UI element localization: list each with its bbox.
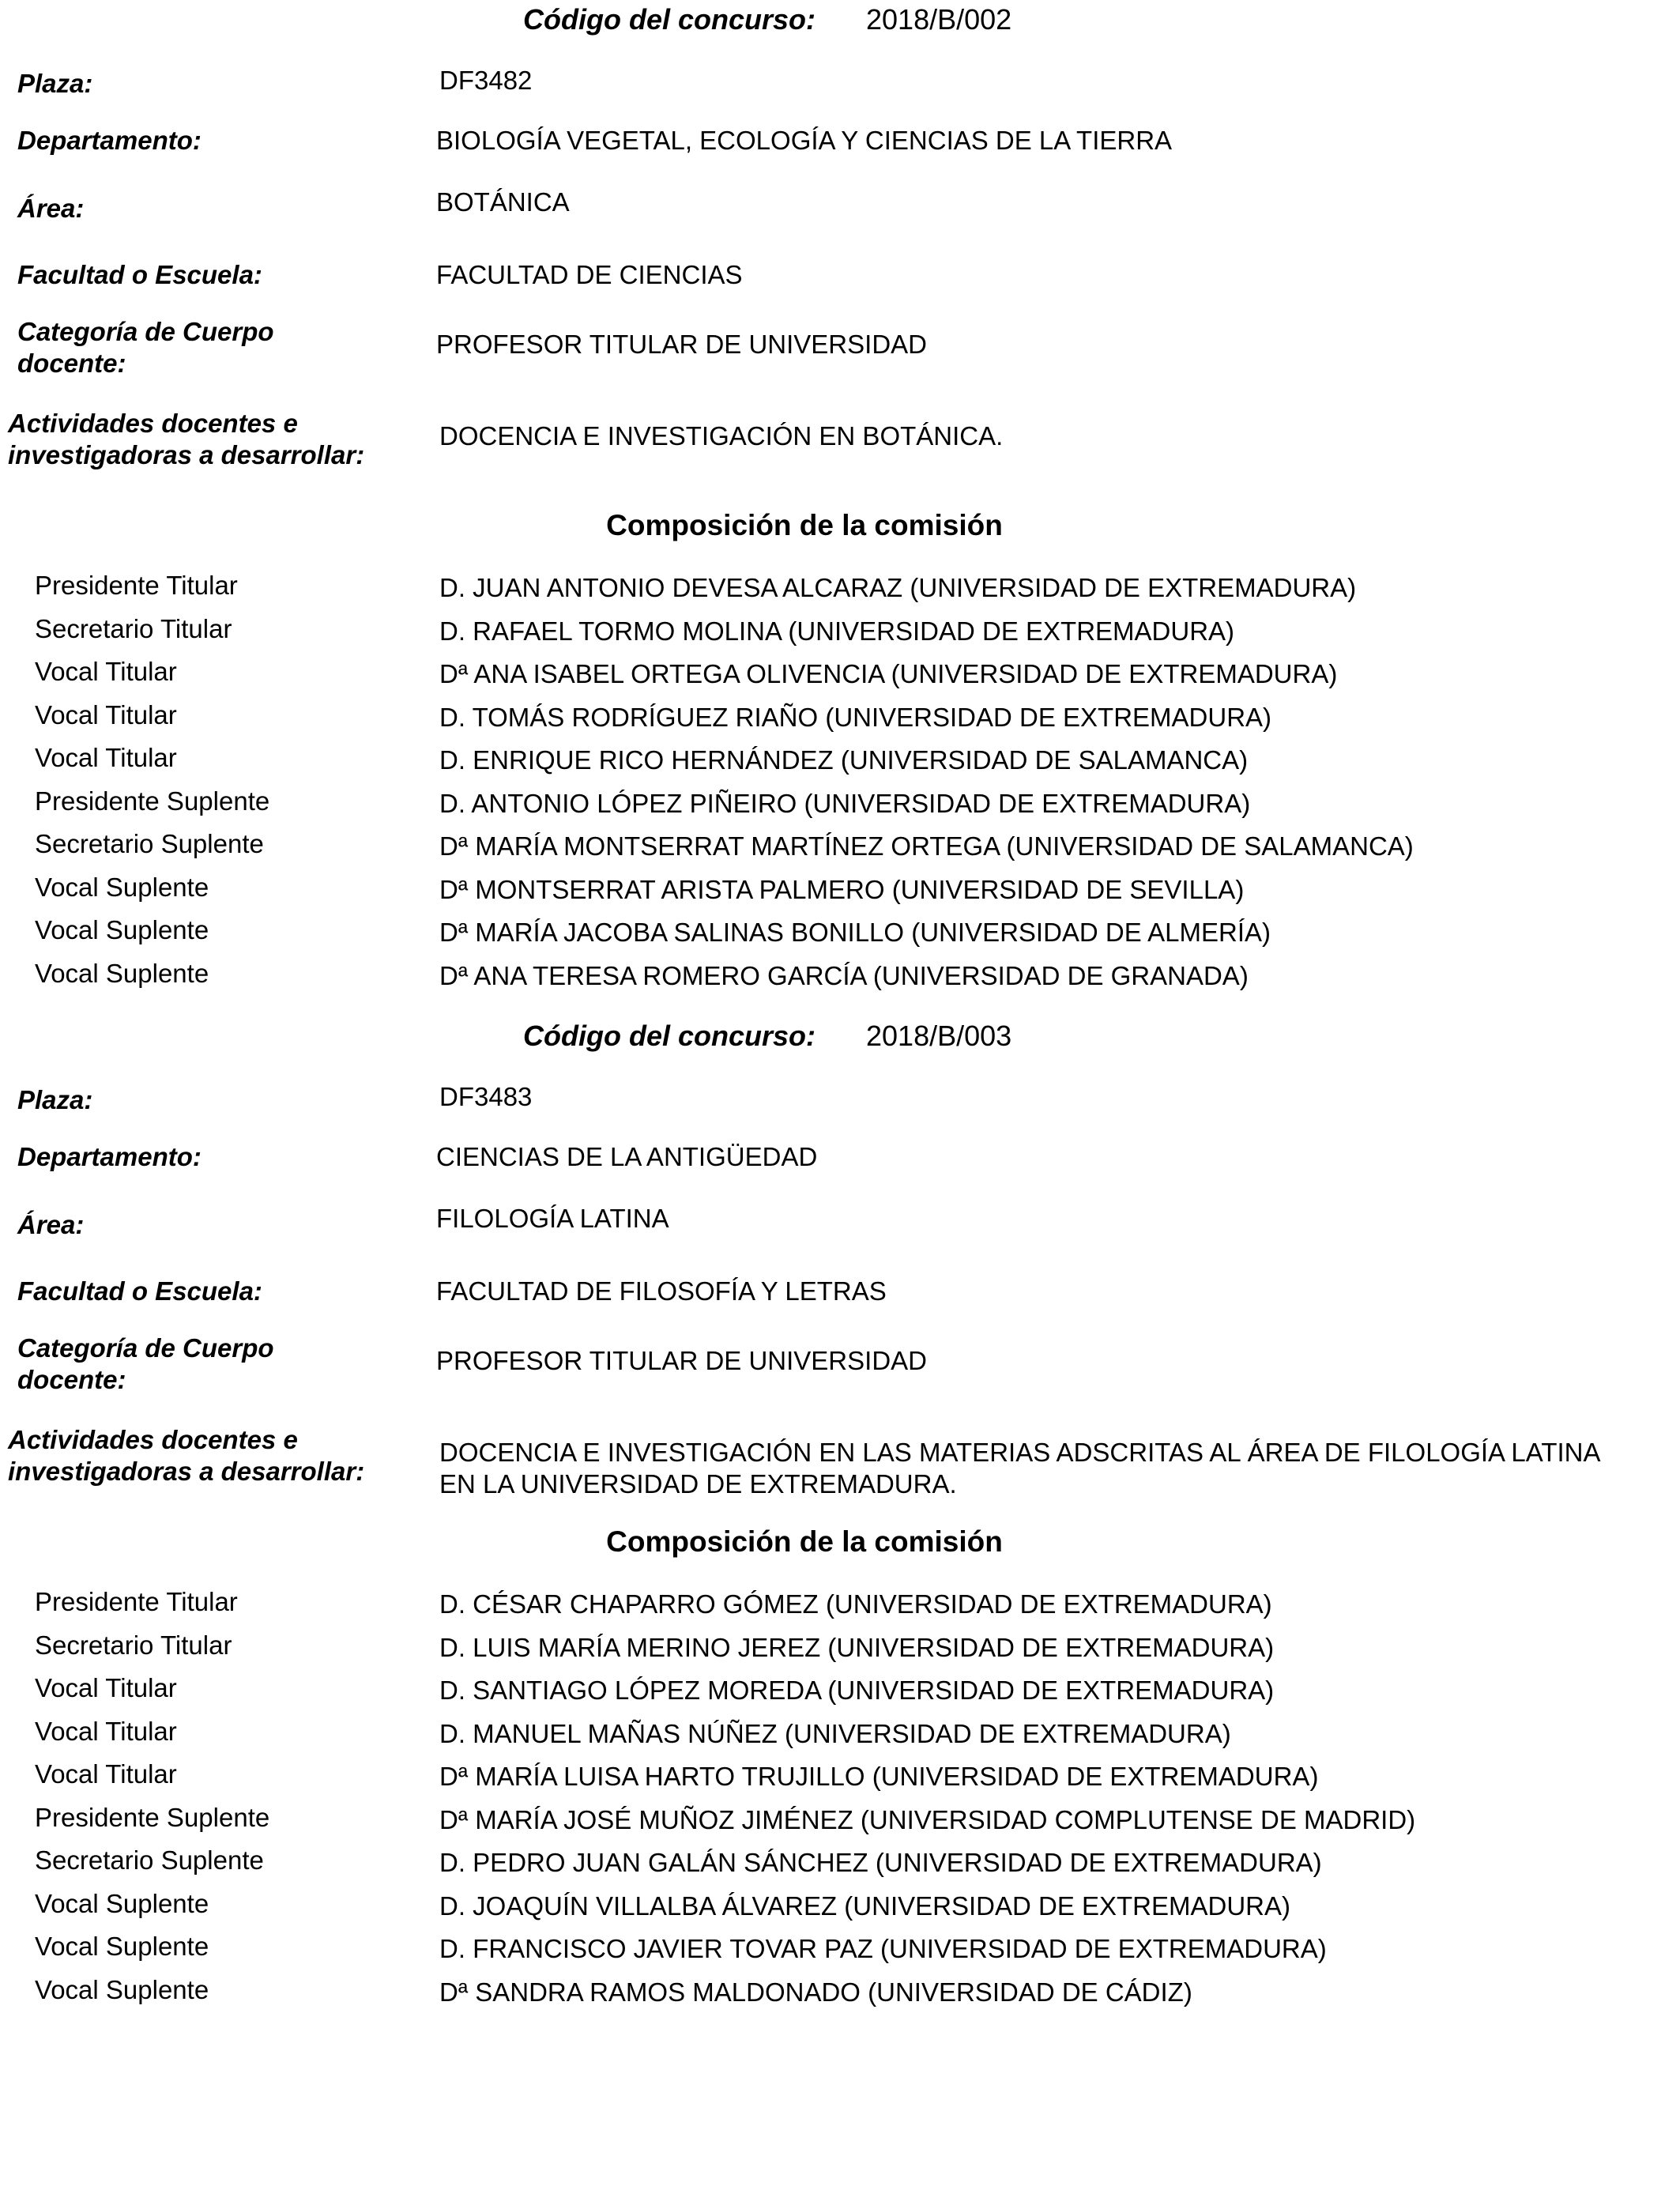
comision-title: Composición de la comisión xyxy=(606,509,1003,541)
field-label: Plaza: xyxy=(17,1085,93,1114)
field-label: Departamento: xyxy=(17,126,202,155)
field-value: DOCENCIA E INVESTIGACIÓN EN BOTÁNICA. xyxy=(439,421,1004,450)
comision-role: Secretario Suplente xyxy=(35,1845,264,1875)
field-label: Facultad o Escuela: xyxy=(17,1276,262,1306)
field-value: EN LA UNIVERSIDAD DE EXTREMADURA. xyxy=(439,1469,957,1498)
field-value: BIOLOGÍA VEGETAL, ECOLOGÍA Y CIENCIAS DE LA TIERRA xyxy=(436,126,1173,155)
comision-member: Dª ANA TERESA ROMERO GARCÍA (UNIVERSIDAD DE GRANADA) xyxy=(439,960,1249,990)
comision-role: Vocal Suplente xyxy=(35,958,209,988)
comision-member: Dª MARÍA JACOBA SALINAS BONILLO (UNIVERSIDAD DE ALMERÍA) xyxy=(439,918,1271,947)
comision-role: Vocal Suplente xyxy=(35,1974,209,2004)
comision-role: Secretario Titular xyxy=(35,613,232,643)
field-value: DOCENCIA E INVESTIGACIÓN EN LAS MATERIAS ADSCRITAS AL ÁREA DE FILOLOGÍA LATINA xyxy=(439,1438,1601,1467)
field-label: Plaza: xyxy=(17,69,93,98)
comision-member: D. TOMÁS RODRÍGUEZ RIAÑO (UNIVERSIDAD DE EXTREMADURA) xyxy=(439,702,1272,732)
comision-role: Secretario Suplente xyxy=(35,829,264,858)
comision-role: Vocal Suplente xyxy=(35,915,209,944)
field-label: investigadoras a desarrollar: xyxy=(8,440,365,469)
concurso-code-label: Código del concurso: xyxy=(523,1020,816,1052)
comision-role: Vocal Titular xyxy=(35,1759,177,1789)
field-value: DF3482 xyxy=(439,66,533,95)
comision-role: Presidente Titular xyxy=(35,571,238,600)
comision-role: Vocal Suplente xyxy=(35,872,209,902)
concurso-code-value: 2018/B/003 xyxy=(866,1020,1012,1052)
field-label: docente: xyxy=(17,1365,126,1394)
field-label: Categoría de Cuerpo xyxy=(17,1333,274,1363)
comision-member: D. MANUEL MAÑAS NÚÑEZ (UNIVERSIDAD DE EXTREMADURA) xyxy=(439,1718,1231,1748)
comision-role: Vocal Suplente xyxy=(35,1932,209,1961)
comision-role: Secretario Titular xyxy=(35,1630,232,1660)
field-value: DF3483 xyxy=(439,1082,533,1111)
concurso-code-value: 2018/B/002 xyxy=(866,3,1012,36)
comision-role: Presidente Suplente xyxy=(35,786,270,816)
comision-role: Vocal Suplente xyxy=(35,1888,209,1918)
field-value: CIENCIAS DE LA ANTIGÜEDAD xyxy=(436,1142,818,1171)
field-label: Departamento: xyxy=(17,1142,202,1171)
comision-title: Composición de la comisión xyxy=(606,1525,1003,1558)
comision-member: Dª MONTSERRAT ARISTA PALMERO (UNIVERSIDAD DE SEVILLA) xyxy=(439,874,1245,904)
comision-member: D. ENRIQUE RICO HERNÁNDEZ (UNIVERSIDAD DE SALAMANCA) xyxy=(439,745,1249,775)
comision-role: Presidente Suplente xyxy=(35,1802,270,1832)
comision-member: D. CÉSAR CHAPARRO GÓMEZ (UNIVERSIDAD DE EXTREMADURA) xyxy=(439,1589,1272,1619)
field-value: BOTÁNICA xyxy=(436,187,570,217)
comision-member: D. JOAQUÍN VILLALBA ÁLVAREZ (UNIVERSIDAD DE EXTREMADURA) xyxy=(439,1891,1291,1921)
concurso-code-label: Código del concurso: xyxy=(523,3,816,36)
comision-role: Vocal Titular xyxy=(35,743,177,772)
comision-member: Dª SANDRA RAMOS MALDONADO (UNIVERSIDAD DE CÁDIZ) xyxy=(439,1977,1192,2007)
comision-role: Vocal Titular xyxy=(35,699,177,729)
field-label: Facultad o Escuela: xyxy=(17,260,262,289)
field-value: PROFESOR TITULAR DE UNIVERSIDAD xyxy=(436,330,927,359)
field-value: FACULTAD DE FILOSOFÍA Y LETRAS xyxy=(436,1276,887,1306)
field-label: docente: xyxy=(17,349,126,378)
comision-member: Dª MARÍA LUISA HARTO TRUJILLO (UNIVERSIDAD DE EXTREMADURA) xyxy=(439,1762,1319,1791)
field-label: Área: xyxy=(17,1210,85,1239)
comision-member: Dª MARÍA JOSÉ MUÑOZ JIMÉNEZ (UNIVERSIDAD COMPLUTENSE DE MADRID) xyxy=(439,1804,1416,1834)
field-label: Categoría de Cuerpo xyxy=(17,317,274,346)
field-label: Actividades docentes e xyxy=(8,1425,298,1454)
comision-member: D. SANTIAGO LÓPEZ MOREDA (UNIVERSIDAD DE EXTREMADURA) xyxy=(439,1676,1275,1705)
comision-member: D. PEDRO JUAN GALÁN SÁNCHEZ (UNIVERSIDAD DE EXTREMADURA) xyxy=(439,1848,1322,1877)
comision-member: Dª MARÍA MONTSERRAT MARTÍNEZ ORTEGA (UNIVERSIDAD DE SALAMANCA) xyxy=(439,831,1414,861)
comision-role: Presidente Titular xyxy=(35,1587,238,1616)
field-label: Actividades docentes e xyxy=(8,409,298,438)
comision-member: D. LUIS MARÍA MERINO JEREZ (UNIVERSIDAD DE EXTREMADURA) xyxy=(439,1632,1275,1662)
field-label: investigadoras a desarrollar: xyxy=(8,1457,365,1486)
comision-member: D. JUAN ANTONIO DEVESA ALCARAZ (UNIVERSIDAD DE EXTREMADURA) xyxy=(439,573,1357,602)
comision-member: D. RAFAEL TORMO MOLINA (UNIVERSIDAD DE EXTREMADURA) xyxy=(439,616,1235,646)
comision-member: D. ANTONIO LÓPEZ PIÑEIRO (UNIVERSIDAD DE EXTREMADURA) xyxy=(439,788,1251,818)
comision-role: Vocal Titular xyxy=(35,1716,177,1746)
field-value: FILOLOGÍA LATINA xyxy=(436,1204,669,1233)
field-value: FACULTAD DE CIENCIAS xyxy=(436,260,743,289)
field-value: PROFESOR TITULAR DE UNIVERSIDAD xyxy=(436,1346,927,1375)
comision-member: Dª ANA ISABEL ORTEGA OLIVENCIA (UNIVERSIDAD DE EXTREMADURA) xyxy=(439,659,1338,688)
comision-role: Vocal Titular xyxy=(35,657,177,686)
field-label: Área: xyxy=(17,194,85,223)
comision-role: Vocal Titular xyxy=(35,1673,177,1702)
comision-member: D. FRANCISCO JAVIER TOVAR PAZ (UNIVERSIDAD DE EXTREMADURA) xyxy=(439,1934,1327,1963)
